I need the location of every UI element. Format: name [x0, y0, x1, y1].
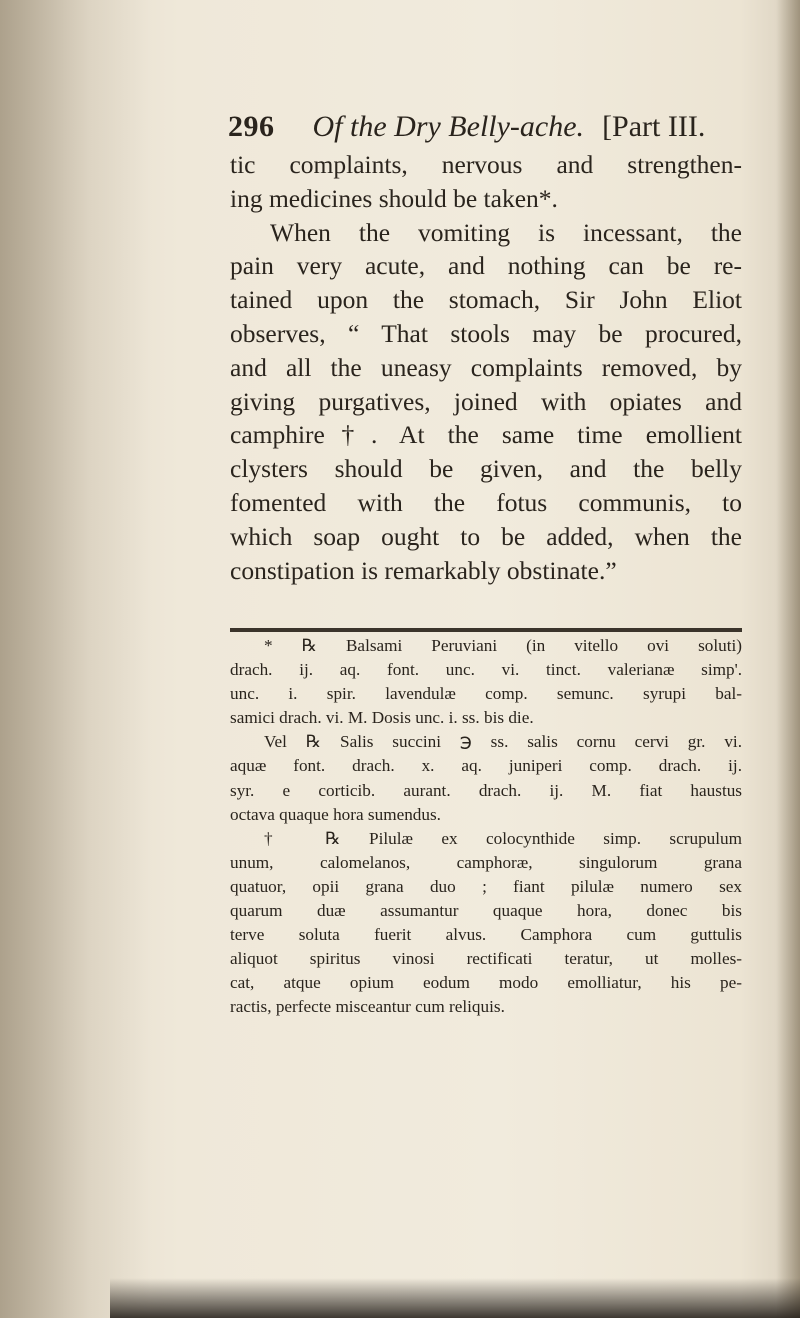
footnote-line: aquæ font. drach. x. aq. juniperi comp. drach. ij.: [230, 756, 742, 776]
page-gutter-shadow: [0, 0, 150, 1318]
text-line: which soap ought to be added, when the: [230, 521, 742, 551]
running-title: Of the Dry Belly-ache.: [312, 110, 585, 143]
text-line: constipation is remarkably obstinate.”: [230, 555, 617, 585]
part-label: [Part III.: [602, 110, 706, 143]
page-bottom-shadow: [110, 1278, 800, 1318]
footnote-line: Vel ℞ Salis succini ℈ ss. salis cornu cervi gr. vi.: [264, 732, 742, 752]
page-edge-shadow: [776, 0, 800, 1318]
text-line: tained upon the stomach, Sir John Eliot: [230, 285, 742, 315]
footnote-line: drach. ij. aq. font. unc. vi. tinct. valerianæ simp'.: [230, 660, 742, 680]
footnote-line: cat, atque opium eodum modo emolliatur, his pe-: [230, 973, 742, 993]
footnote-line: ractis, perfecte misceantur cum reliquis.: [230, 997, 505, 1017]
footnote-line: * ℞ Balsami Peruviani (in vitello ovi soluti): [264, 636, 742, 655]
text-line: and all the uneasy complaints removed, by: [230, 352, 742, 382]
footnote-line: quarum duæ assumantur quaque hora, donec bis: [230, 901, 742, 921]
text-line: tic complaints, nervous and strengthen-: [230, 150, 742, 179]
text-line: When the vomiting is incessant, the: [270, 217, 742, 247]
footnote-line: unum, calomelanos, camphoræ, singulorum grana: [230, 852, 742, 872]
footnote-line: samici drach. vi. M. Dosis unc. i. ss. bis die.: [230, 708, 534, 728]
text-line: ing medicines should be taken*.: [230, 183, 558, 213]
text-line: fomented with the fotus communis, to: [230, 487, 742, 517]
footnotes: [230, 634, 742, 1020]
footnote-divider: [230, 628, 742, 632]
body-text: [230, 148, 742, 587]
running-header: [228, 110, 788, 150]
footnote-line: † ℞ Pilulæ ex colocynthide simp. scrupulum: [264, 828, 742, 848]
footnote-line: unc. i. spir. lavendulæ comp. semunc. syrupi bal-: [230, 684, 742, 704]
footnote-line: octava quaque hora sumendus.: [230, 804, 441, 824]
text-line: observes, “ That stools may be procured,: [230, 318, 742, 348]
text-line: giving purgatives, joined with opiates and: [230, 386, 742, 416]
footnote-line: terve soluta fuerit alvus. Camphora cum guttulis: [230, 925, 742, 945]
footnote-line: quatuor, opii grana duo ; fiant pilulæ numero sex: [230, 876, 742, 896]
footnote-line: aliquot spiritus vinosi rectificati teratur, ut molles-: [230, 949, 742, 969]
text-line: clysters should be given, and the belly: [230, 454, 742, 484]
page-number: 296: [228, 110, 275, 143]
text-line: camphire†. At the same time emollient: [230, 420, 742, 450]
text-line: pain very acute, and nothing can be re-: [230, 251, 742, 281]
footnote-line: syr. e corticib. aurant. drach. ij. M. fiat haustus: [230, 780, 742, 800]
